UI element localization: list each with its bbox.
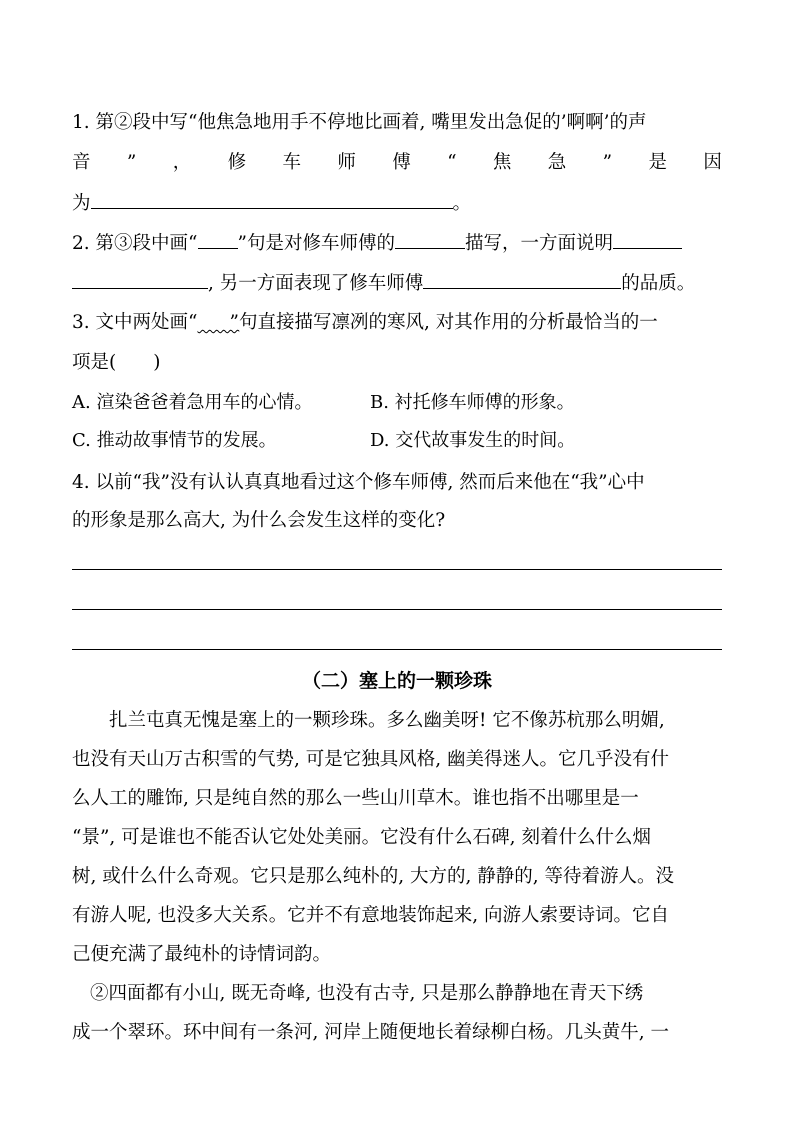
- q3-line2: 项是( ): [72, 352, 161, 373]
- q1-char: 因: [703, 152, 722, 173]
- q1-answer-blank[interactable]: [91, 190, 453, 209]
- q3-option-c[interactable]: C. 推动故事情节的发展。: [72, 430, 277, 451]
- q1-char: 师: [337, 152, 356, 173]
- q1-line3: [72, 190, 722, 217]
- q2-text: 描写，一方面说明: [464, 233, 613, 254]
- section-title: （二）塞上的一颗珍珠: [301, 670, 492, 692]
- q3-option-a[interactable]: A. 渲染爸爸着急用车的心情。: [72, 392, 313, 413]
- q3-wavy-mark: [198, 310, 230, 324]
- q1-char: 是: [648, 152, 667, 173]
- q1-char: ”: [126, 152, 137, 173]
- q2-blank-2[interactable]: [613, 230, 682, 249]
- q1-line2: [72, 150, 722, 176]
- q4-line1: 4. 以前“我”没有认认真真地看过这个修车师傅, 然而后来他在“我”心中: [72, 472, 645, 493]
- passage-line: 有游人呢, 也没多大关系。它并不有意地装饰起来, 向游人索要诗词。它自: [72, 905, 670, 926]
- passage-line: 成一个翠环。环中间有一条河, 河岸上随便地长着绿柳白杨。几头黄牛, 一: [72, 1022, 670, 1043]
- q1-char: 车: [282, 152, 301, 173]
- q1-suffix: 。: [452, 193, 472, 214]
- q4-answer-line-2[interactable]: [72, 609, 722, 610]
- q3-text: 3. 文中两处画“: [72, 312, 198, 333]
- q4-answer-line-1[interactable]: [72, 569, 722, 570]
- q1-char: ，: [172, 152, 192, 173]
- q2-underline-mark: [198, 230, 238, 249]
- q4-answer-line-3[interactable]: [72, 649, 722, 650]
- q3-line1: [72, 310, 722, 336]
- q2-text: 2. 第③段中画“: [72, 233, 198, 254]
- q2-text: , 另一方面表现了修车师傅: [208, 273, 424, 294]
- q1-char: 修: [227, 152, 247, 173]
- passage-paragraph-2-cont: [72, 1020, 722, 1059]
- q3-text: ”句直接描写凛冽的寒风, 对其作用的分析最恰当的一: [229, 312, 658, 333]
- passage-line: 己便充满了最纯朴的诗情词韵。: [72, 944, 332, 965]
- passage-line: 扎兰屯真无愧是塞上的一颗珍珠。多么幽美呀! 它不像苏杭那么明媚,: [109, 710, 665, 731]
- q2-blank-1[interactable]: [395, 230, 465, 249]
- q2-line1: [72, 230, 722, 257]
- q3-option-b[interactable]: B. 衬托修车师傅的形象。: [370, 392, 575, 413]
- q2-blank-4[interactable]: [423, 270, 621, 289]
- q2-blank-3[interactable]: [72, 270, 208, 289]
- q1-char: ”: [602, 152, 613, 173]
- q3-option-d[interactable]: D. 交代故事发生的时间。: [370, 430, 576, 451]
- q1-char: “: [447, 152, 457, 173]
- q4-line2: 的形象是那么高大, 为什么会发生这样的变化?: [72, 510, 446, 531]
- q1-char: 急: [547, 152, 567, 173]
- q1-line1: 1. 第②段中写“他焦急地用手不停地比画着, 嘴里发出急促的’啊啊’的声: [72, 112, 647, 133]
- q1-char: 焦: [492, 152, 512, 173]
- q2-text: ”句是对修车师傅的: [237, 233, 395, 254]
- passage-paragraph-1: [72, 708, 722, 747]
- passage-paragraph-2: [72, 981, 722, 1020]
- passage-line: “景”, 可是谁也不能否认它处处美丽。它没有什么石碑, 刻着什么什么烟: [72, 827, 651, 848]
- q1-char: 音: [72, 152, 91, 173]
- passage-line: 也没有天山万古积雪的气势, 可是它独具风格, 幽美得迷人。它几乎没有什: [72, 749, 670, 770]
- passage-line: 树, 或什么什么奇观。它只是那么纯朴的, 大方的, 静静的, 等待着游人。没: [72, 866, 675, 887]
- passage-line: 么人工的雕饰, 只是纯自然的那么一些山川草木。谁也指不出哪里是一: [72, 788, 639, 809]
- q2-line2: [72, 270, 722, 297]
- q1-char: 傅: [392, 152, 411, 173]
- passage-line: ②四面都有小山, 既无奇峰, 也没有古寺, 只是那么静静地在青天下绣: [90, 983, 644, 1004]
- q1-prefix: 为: [72, 193, 91, 214]
- passage-paragraph-1-cont: [72, 747, 722, 981]
- q2-text: 的品质。: [621, 273, 696, 294]
